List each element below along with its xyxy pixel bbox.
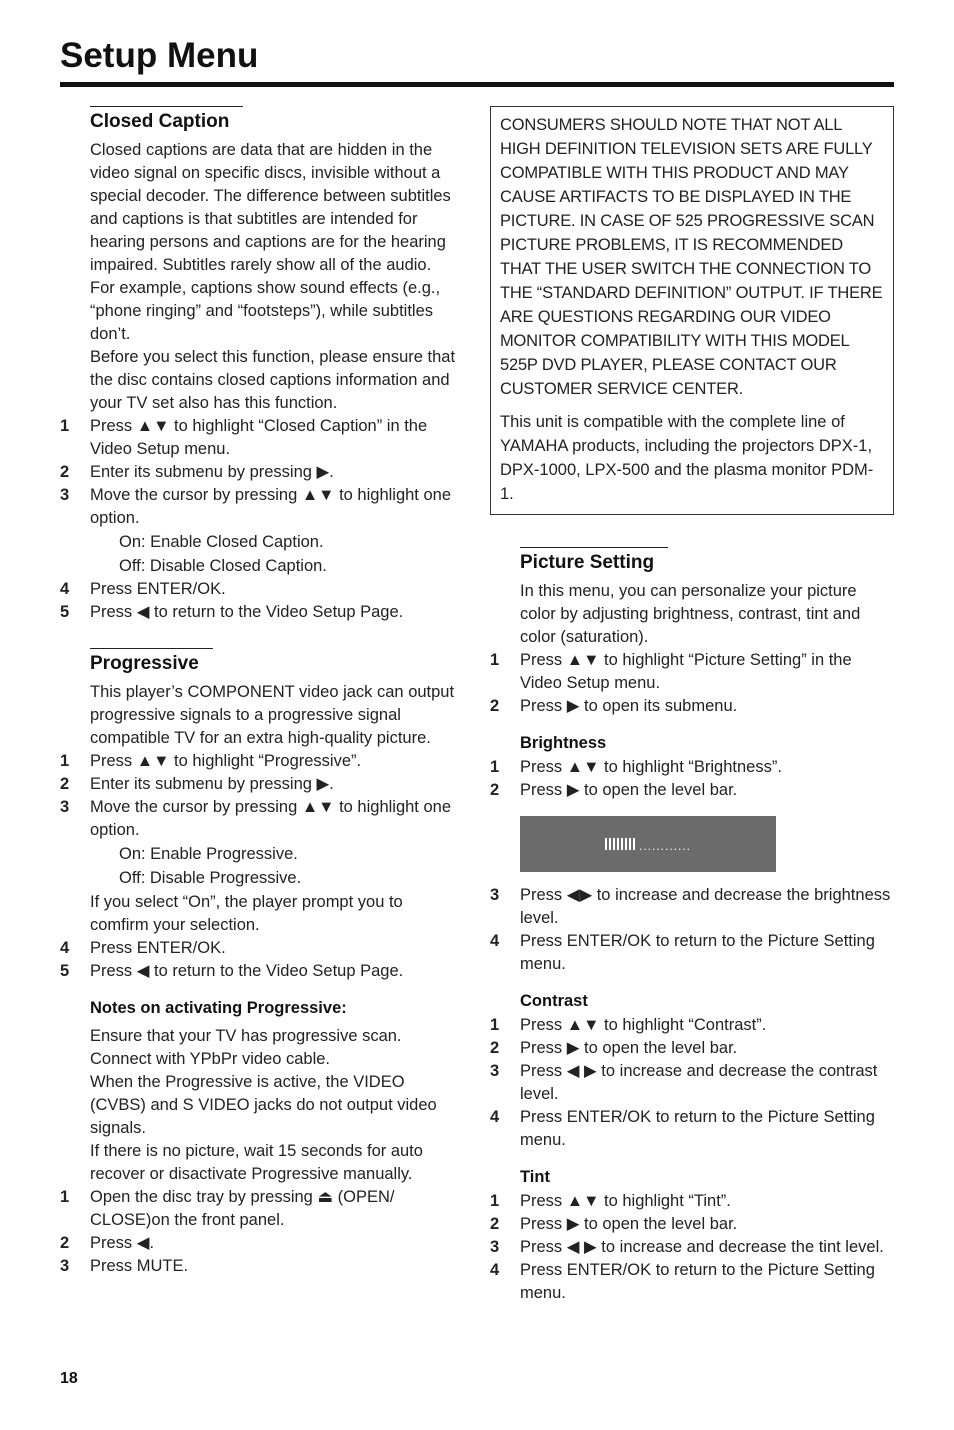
step-number: 3 [60,486,70,504]
step-text: Move the cursor by pressing ▲▼ to highlight one option. [90,486,452,527]
notice-para1: CONSUMERS SHOULD NOTE THAT NOT ALL HIGH DEFINITION TELEVISION SETS ARE FULLY COMPATIBLE WITH THIS PRODUCT AND MAY CAUSE ARTIFACTS TO BE DISPLAYED IN THE PICTURE. IN CASE OF 525 PROGRESSIVE SCAN PICTURE PROBLEMS, IT IS RECOMMENDED THAT THE USER SWITCH THE CONNECTION TO THE “STANDARD DEFINITION” OUTPUT. IF THERE ARE QUESTIONS REGARDING OUR VIDEO MONITOR COMPATIBILITY WITH THIS MODEL 525P DVD PLAYER, PLEASE CONTACT OUR CUSTOMER SERVICE CENTER. [500,116,883,398]
notes-para: Connect with YPbPr video cable. [90,1050,330,1068]
option-text: Off: Disable Closed Caption. [119,557,327,575]
step [490,1037,894,1060]
notes-para: If there is no picture, wait 15 seconds for auto recover or disactivate Progressive manually. [90,1142,423,1183]
step-number: 2 [60,1234,70,1252]
step-number: 1 [490,1192,500,1210]
step-number: 4 [60,939,70,957]
closed-caption-para1: Closed captions are data that are hidden in the video signal on specific discs, invisible without a special decoder. The difference between subtitles and captions is that subtitles are intended for hearing persons and captions are for the hearing impaired. Subtitles rarely show all of the audio. For example, captions show sound effects (e.g., “phone ringing” and “footsteps”), while subtitles don’t. [90,141,451,343]
step-text: Press ENTER/OK to return to the Picture Setting menu. [520,1261,875,1302]
level-tick [621,838,623,850]
step [60,1255,460,1278]
step [60,578,460,601]
option-text: On: Enable Closed Caption. [119,533,324,551]
step-text: Press ◀ to return to the Video Setup Page. [90,603,404,621]
step [490,779,894,802]
step-text: Press ▶ to open the level bar. [520,1215,738,1233]
brightness-level-bar [520,816,776,872]
picture-setting-para1: In this menu, you can personalize your picture color by adjusting brightness, contrast, tint and color (saturation). [520,582,861,646]
step-text: Press ENTER/OK to return to the Picture Setting menu. [520,932,875,973]
step [490,1190,894,1213]
progressive-heading: Progressive [90,648,213,677]
step-number: 4 [490,1108,500,1126]
step-number: 3 [490,886,500,904]
step-text: Press ◀ ▶ to increase and decrease the tint level. [520,1238,884,1256]
step-number: 2 [490,1039,500,1057]
level-tick [625,838,627,850]
step [60,796,460,842]
step-number: 2 [490,781,500,799]
option-text: Off: Disable Progressive. [119,869,302,887]
notice-para2: This unit is compatible with the complete line of YAMAHA products, including the projectors DPX-1, DPX-1000, LPX-500 and the plasma monitor PDM-1. [500,413,874,503]
level-bar-remainder: ............ [638,839,691,853]
compatibility-notice [490,106,894,515]
step [490,1213,894,1236]
step-text: Enter its submenu by pressing ▶. [90,463,334,481]
step-number: 2 [60,463,70,481]
step-number: 2 [490,1215,500,1233]
step [490,1060,894,1106]
step [490,930,894,976]
step-text: Move the cursor by pressing ▲▼ to highlight one option. [90,798,452,839]
step-text: Press ▲▼ to highlight “Tint”. [520,1192,731,1210]
step-text: Press ▲▼ to highlight “Progressive”. [90,752,362,770]
step [490,649,894,695]
step [60,960,460,983]
level-tick [605,838,607,850]
step-text: Press ▶ to open the level bar. [520,781,738,799]
step-number: 2 [60,775,70,793]
progressive-note: If you select “On”, the player prompt you to comfirm your selection. [90,893,403,934]
contrast-heading: Contrast [520,992,588,1010]
step [60,1232,460,1255]
step-number: 4 [490,1261,500,1279]
step [490,1014,894,1037]
step-text: Press ◀ to return to the Video Setup Page. [90,962,404,980]
step-number: 3 [490,1238,500,1256]
title-rule [60,82,894,87]
tint-heading: Tint [520,1168,550,1186]
step-number: 1 [490,1016,500,1034]
step-number: 1 [60,417,70,435]
step [490,884,894,930]
level-tick [617,838,619,850]
notes-para: When the Progressive is active, the VIDEO (CVBS) and S VIDEO jacks do not output video signals. [90,1073,437,1137]
left-column [60,106,460,1278]
step-text: Press MUTE. [90,1257,189,1275]
notes-heading: Notes on activating Progressive: [90,999,347,1017]
step-text: Press ▶ to open its submenu. [520,697,738,715]
picture-setting-heading: Picture Setting [520,547,668,576]
level-tick [629,838,631,850]
step [60,773,460,796]
step-text: Press ◀▶ to increase and decrease the brightness level. [520,886,891,927]
closed-caption-heading: Closed Caption [90,106,243,135]
step-number: 1 [490,651,500,669]
step [60,601,460,624]
step-number: 5 [60,603,70,621]
step-text: Press ENTER/OK. [90,939,226,957]
level-tick [609,838,611,850]
notes-para: Ensure that your TV has progressive scan. [90,1027,402,1045]
closed-caption-para2: Before you select this function, please ensure that the disc contains closed captions information and your TV set also has this function. [90,348,456,412]
step [60,937,460,960]
step-text: Press ◀ ▶ to increase and decrease the contrast level. [520,1062,878,1103]
level-tick [613,838,615,850]
step [490,1106,894,1152]
step-text: Press ▲▼ to highlight “Contrast”. [520,1016,767,1034]
step-text: Open the disc tray by pressing ⏏ (OPEN/ CLOSE)on the front panel. [90,1188,395,1229]
step [490,1236,894,1259]
step-number: 1 [60,752,70,770]
step-number: 2 [490,697,500,715]
right-column [490,106,894,1305]
step [60,415,460,461]
step-text: Press ▶ to open the level bar. [520,1039,738,1057]
step-text: Press ▲▼ to highlight “Picture Setting” in the Video Setup menu. [520,651,852,692]
option-text: On: Enable Progressive. [119,845,298,863]
level-tick [633,838,635,850]
level-bar-fill [605,838,635,850]
step-number: 3 [490,1062,500,1080]
step-text: Press ENTER/OK. [90,580,226,598]
page-title: Setup Menu [60,36,259,75]
step-number: 3 [60,798,70,816]
step [60,1186,460,1232]
step-number: 4 [60,580,70,598]
step-number: 1 [490,758,500,776]
step-text: Press ▲▼ to highlight “Closed Caption” in the Video Setup menu. [90,417,428,458]
step-number: 4 [490,932,500,950]
step [490,695,894,718]
brightness-heading: Brightness [520,734,607,752]
step [60,750,460,773]
step [60,461,460,484]
page-number: 18 [60,1370,78,1387]
step-text: Press ▲▼ to highlight “Brightness”. [520,758,782,776]
step [490,1259,894,1305]
step [60,484,460,530]
step-text: Press ENTER/OK to return to the Picture Setting menu. [520,1108,875,1149]
progressive-para1: This player’s COMPONENT video jack can output progressive signals to a progressive signal compatible TV for an extra high-quality picture. [90,683,455,747]
step-text: Enter its submenu by pressing ▶. [90,775,334,793]
step-number: 1 [60,1188,70,1206]
step-number: 3 [60,1257,70,1275]
step-number: 5 [60,962,70,980]
step-text: Press ◀. [90,1234,155,1252]
step [490,756,894,779]
